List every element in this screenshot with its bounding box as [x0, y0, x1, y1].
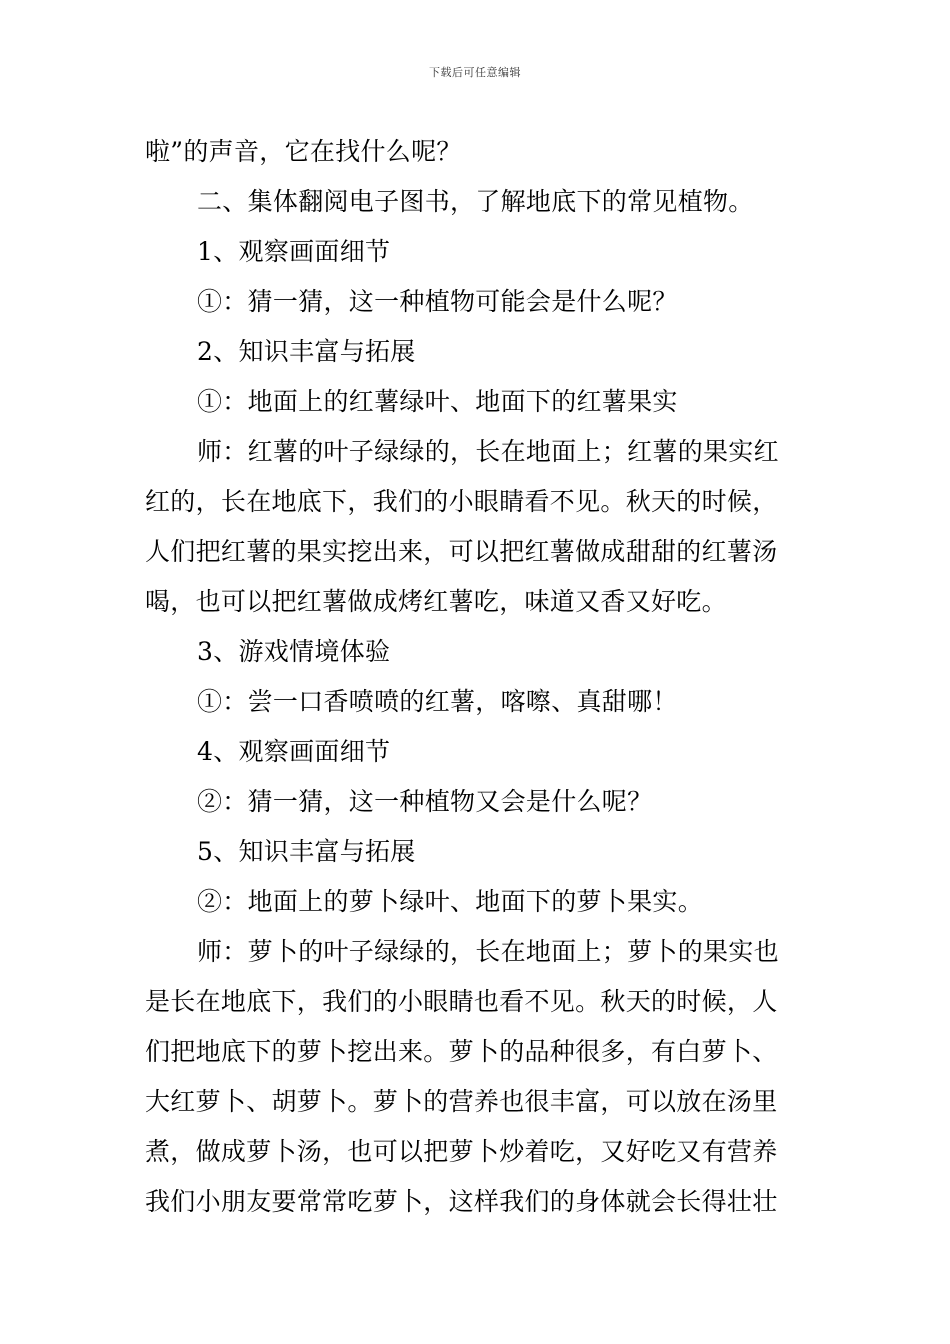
step-heading: 4、观察画面细节: [197, 737, 391, 766]
step-heading: 5、知识丰富与拓展: [197, 837, 416, 866]
section-heading: 二、集体翻阅电子图书，了解地底下的常见植物。: [197, 187, 754, 216]
paragraph-line: 喝，也可以把红薯做成烤红薯吃，味道又香又好吃。: [145, 587, 727, 616]
paragraph-line: 煮，做成萝卜汤，也可以把萝卜炒着吃，又好吃又有营养: [145, 1137, 778, 1166]
paragraph-line: 师：红薯的叶子绿绿的，长在地面上；红薯的果实红: [197, 437, 779, 466]
question-line: ①：猜一猜，这一种植物可能会是什么呢？: [197, 287, 678, 316]
step-heading: 2、知识丰富与拓展: [197, 337, 416, 366]
paragraph-line: 我们小朋友要常常吃萝卜，这样我们的身体就会长得壮壮: [145, 1187, 778, 1216]
paragraph-line: 人们把红薯的果实挖出来，可以把红薯做成甜甜的红薯汤: [145, 537, 778, 566]
item-line: ①：地面上的红薯绿叶、地面下的红薯果实: [197, 387, 678, 416]
paragraph-line: 们把地底下的萝卜挖出来。萝卜的品种很多，有白萝卜、: [145, 1037, 778, 1066]
paragraph-line: 红的，长在地底下，我们的小眼睛看不见。秋天的时候，: [145, 487, 778, 516]
question-line: ②：猜一猜，这一种植物又会是什么呢？: [197, 787, 653, 816]
paragraph-line: 啦”的声音，它在找什么呢？: [145, 137, 462, 166]
paragraph-line: 师：萝卜的叶子绿绿的，长在地面上；萝卜的果实也: [197, 937, 779, 966]
step-heading: 1、观察画面细节: [197, 237, 391, 266]
step-heading: 3、游戏情境体验: [197, 637, 391, 666]
document-body: [145, 127, 807, 1227]
item-line: ①：尝一口香喷喷的红薯，喀嚓、真甜哪！: [197, 687, 678, 716]
page-header: 下载后可任意编辑: [429, 66, 521, 79]
item-line: ②：地面上的萝卜绿叶、地面下的萝卜果实。: [197, 887, 704, 916]
paragraph-line: 是长在地底下，我们的小眼睛也看不见。秋天的时候，人: [145, 987, 778, 1016]
paragraph-line: 大红萝卜、胡萝卜。萝卜的营养也很丰富，可以放在汤里: [145, 1087, 778, 1116]
